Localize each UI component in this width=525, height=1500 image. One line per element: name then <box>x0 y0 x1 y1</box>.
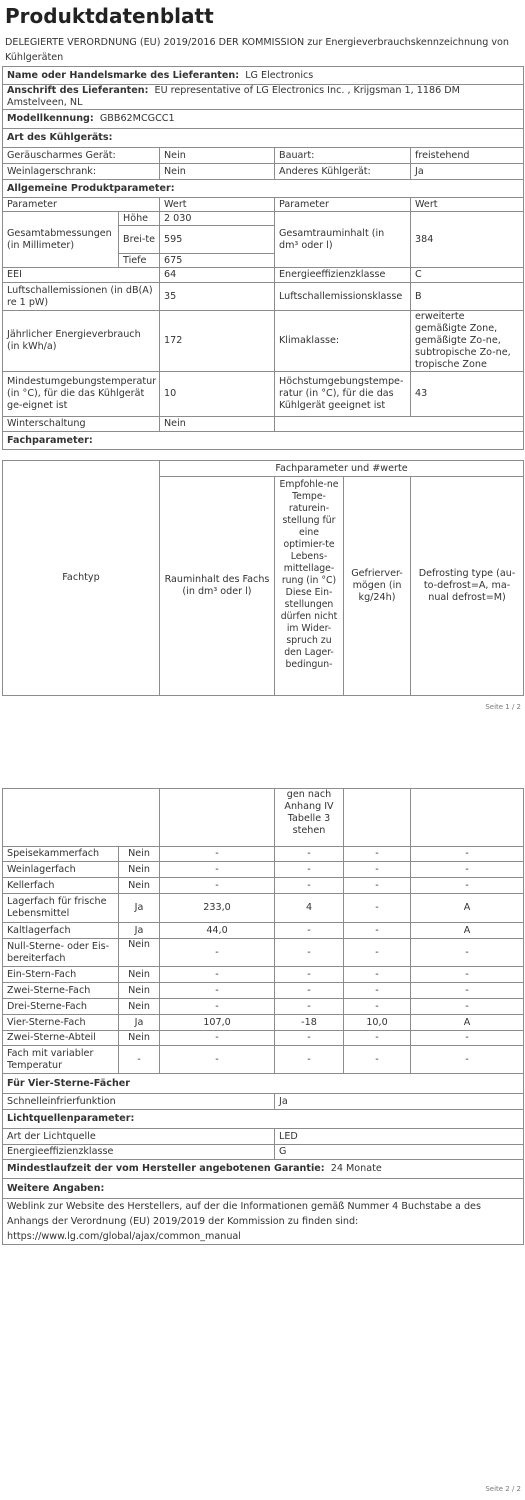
dimensions-label: Gesamtabmessungen (in Millimeter) <box>3 212 119 268</box>
compartment-temp-header-cont: gen nach Anhang IV Tabelle 3 stehen <box>275 789 344 847</box>
table-row: Zwei-Sterne-Abteil Nein - - - - <box>3 1031 524 1046</box>
warranty-row: Mindestlaufzeit der vom Hersteller angebotenen Garantie: 24 Monate <box>3 1160 524 1179</box>
compartment-type-header: Fachtyp <box>3 461 160 696</box>
table-row: Ein-Stern-Fach Nein - - - - <box>3 967 524 983</box>
further-info-heading: Weitere Angaben: <box>3 1179 524 1199</box>
regulation-text: DELEGIERTE VERORDNUNG (EU) 2019/2016 DER KOMMISSION zur Energieverbrauchskennzeichnung von Kühlgeräten <box>5 37 509 63</box>
compartment-group-header: Fachparameter und #werte <box>160 461 524 477</box>
product-sheet-table-page-2 <box>2 788 524 847</box>
max-temp-label: Höchstumgebungstempe-ratur (in °C), für die das Kühlgerät geeignet ist <box>275 372 411 417</box>
min-temp-value: 10 <box>160 372 275 417</box>
model-id-row: Modellkennung: GBB62MCGCC1 <box>3 110 524 129</box>
eei-label: EEI <box>3 268 160 283</box>
compartment-volume-header: Rauminhalt des Fachs (in dm³ oder l) <box>160 477 275 696</box>
quick-freeze-value: Ja <box>275 1094 524 1110</box>
light-type-value: LED <box>275 1129 524 1145</box>
energy-class-value: C <box>411 268 524 283</box>
depth-label: Tiefe <box>119 254 160 268</box>
quick-freeze-label: Schnelleinfrierfunktion <box>3 1094 275 1110</box>
light-type-label: Art der Lichtquelle <box>3 1129 275 1145</box>
table-row: Zwei-Sterne-Fach Nein - - - - <box>3 983 524 999</box>
winter-value: Nein <box>160 417 275 432</box>
four-star-heading: Für Vier-Sterne-Fächer <box>3 1074 524 1094</box>
appliance-type-row: Geräuscharmes Gerät: Nein Bauart: freistehend <box>3 148 524 164</box>
page-title: Produktdatenblatt <box>5 4 214 28</box>
page-2 <box>0 748 525 1500</box>
table-row: Speisekammerfach Nein - - - - <box>3 847 524 862</box>
page-1 <box>0 0 525 748</box>
climate-class-label: Klimaklasse: <box>275 311 411 372</box>
total-volume-value: 384 <box>411 212 524 268</box>
supplier-name-row: Name oder Handelsmarke des Lieferanten: LG Electronics <box>3 67 524 85</box>
supplier-address-row: Anschrift des Lieferanten: EU representative of LG Electronics Inc. , Krijgsman 1, 1186 DM Amstelveen, NL <box>3 85 524 110</box>
height-value: 2 030 <box>160 212 275 226</box>
table-row: Kaltlagerfach Ja 44,0 - - A <box>3 923 524 939</box>
general-params-header-row: Parameter Wert Parameter Wert <box>3 198 524 212</box>
appliance-type-row: Weinlagerschrank: Nein Anderes Kühlgerät: Ja <box>3 164 524 180</box>
width-value: 595 <box>160 226 275 254</box>
light-heading: Lichtquellenparameter: <box>3 1110 524 1129</box>
compartments-heading: Fachparameter: <box>3 432 524 450</box>
eei-value: 64 <box>160 268 275 283</box>
noise-class-value: B <box>411 283 524 311</box>
depth-value: 675 <box>160 254 275 268</box>
table-row: Weinlagerfach Nein - - - - <box>3 862 524 878</box>
table-row: Vier-Sterne-Fach Ja 107,0 -18 10,0 A <box>3 1015 524 1031</box>
energy-consumption-value: 172 <box>160 311 275 372</box>
light-class-value: G <box>275 1145 524 1160</box>
compartment-defrost-header: Defrosting type (au-to-defrost=A, ma-nual defrost=M) <box>411 477 524 696</box>
height-label: Höhe <box>119 212 160 226</box>
noise-label: Luftschallemissionen (in dB(A) re 1 pW) <box>3 283 160 311</box>
total-volume-label: Gesamtrauminhalt (in dm³ oder l) <box>275 212 411 268</box>
width-label: Brei-te <box>119 226 160 254</box>
general-params-heading: Allgemeine Produktparameter: <box>3 180 524 198</box>
table-row: Fach mit variabler Temperatur - - - - - <box>3 1046 524 1074</box>
appliance-type-heading: Art des Kühlgeräts: <box>3 129 524 148</box>
min-temp-label: Mindestumgebungstemperatur (in °C), für die das Kühlgerät ge-eignet ist <box>3 372 160 417</box>
page-number: Seite 2 / 2 <box>485 1484 521 1493</box>
table-row: Kellerfach Nein - - - - <box>3 878 524 894</box>
product-sheet-table-page-1 <box>2 66 524 450</box>
compartment-freeze-header: Gefrierver-mögen (in kg/24h) <box>344 477 411 696</box>
page-number: Seite 1 / 2 <box>485 702 521 711</box>
table-row: Drei-Sterne-Fach Nein - - - - <box>3 999 524 1015</box>
winter-label: Winterschaltung <box>3 417 160 432</box>
compartment-temp-header: Empfohle-ne Tempe-raturein-stellung für eine optimier-te Lebens-mittellage-rung (in °C) Diese Ein-stellungen dürfen nicht im Wider-spruch zu den Lager-bedingun- <box>275 477 344 696</box>
max-temp-value: 43 <box>411 372 524 417</box>
climate-class-value: erweiterte gemäßigte Zone, gemäßigte Zo-ne, subtropische Zo-ne, tropische Zone <box>411 311 524 372</box>
compartments-table <box>2 846 524 1074</box>
table-row: Null-Sterne- oder Eis-bereiterfach Nein - - - - <box>3 939 524 967</box>
further-info-text: Weblink zur Website des Herstellers, auf der die Informationen gemäß Nummer 4 Buchstabe a des Anhangs der Verordnung (EU) 2019/2019 der Kommission zu finden sind: https://www.lg.com/global/ajax/common_manual <box>3 1199 524 1245</box>
energy-class-label: Energieeffizienzklasse <box>275 268 411 283</box>
light-class-label: Energieeffizienzklasse <box>3 1145 275 1160</box>
bottom-section-table <box>2 1073 524 1245</box>
energy-consumption-label: Jährlicher Energieverbrauch (in kWh/a) <box>3 311 160 372</box>
noise-value: 35 <box>160 283 275 311</box>
noise-class-label: Luftschallemissionsklasse <box>275 283 411 311</box>
manual-link[interactable]: https://www.lg.com/global/ajax/common_manual <box>7 1231 241 1242</box>
table-row: Lagerfach für frische Lebensmittel Ja 233,0 4 - A <box>3 894 524 923</box>
compartment-header-table <box>2 460 524 696</box>
